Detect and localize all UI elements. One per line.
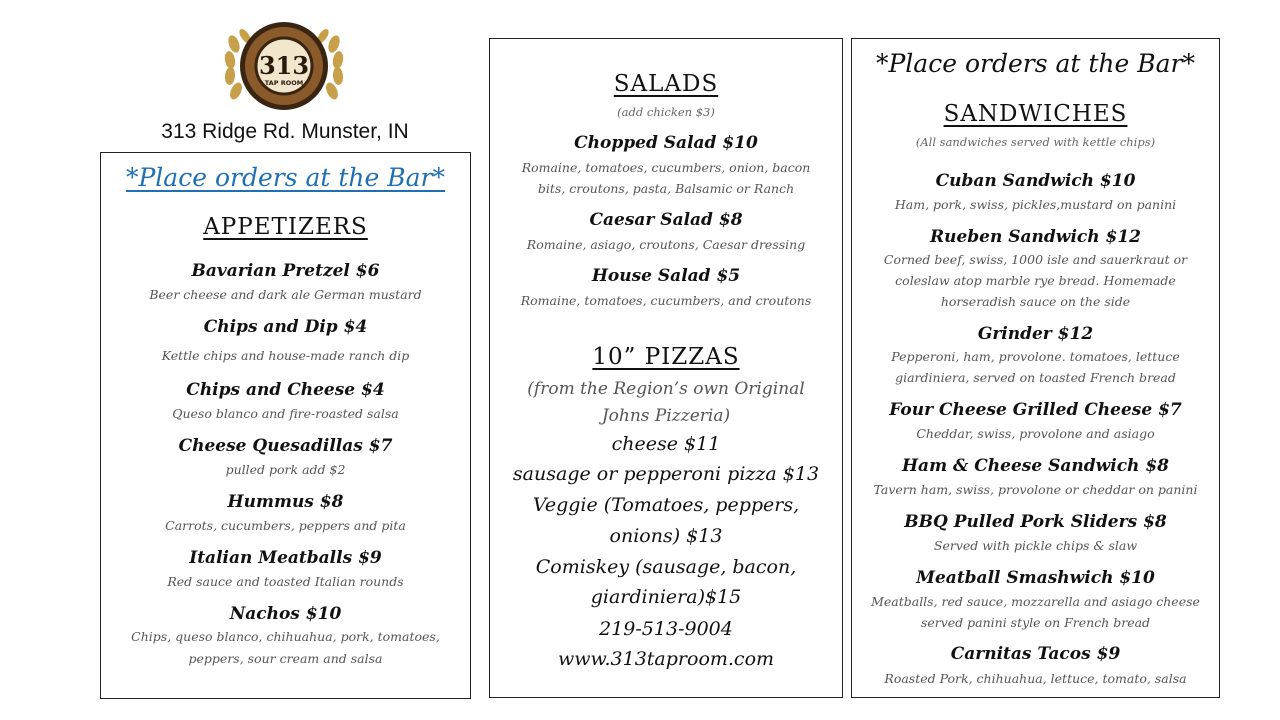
pizza-line: cheese $11 <box>611 433 721 455</box>
menu-item-name: Nachos $10 <box>229 604 342 624</box>
menu-item-name: Bavarian Pretzel $6 <box>191 261 380 281</box>
restaurant-address: 313 Ridge Rd. Munster, IN <box>161 120 409 143</box>
section-title-sandwiches: SANDWICHES <box>943 101 1128 127</box>
menu-item-desc: coleslaw atop marble rye bread. Homemade <box>895 273 1176 288</box>
menu-item-desc: peppers, sour cream and salsa <box>188 651 383 666</box>
taproom-logo <box>218 14 350 118</box>
menu-item-desc: giardiniera, served on toasted French bread <box>895 370 1176 385</box>
menu-item-desc: Roasted Pork, chihuahua, lettuce, tomato, salsa <box>884 671 1187 686</box>
menu-item-desc: bits, croutons, pasta, Balsamic or Ranch <box>537 181 795 196</box>
order-at-bar-note: *Place orders at the Bar* <box>875 49 1195 78</box>
section-title-salads: SALADS <box>613 71 719 97</box>
salads-pizzas-panel <box>489 38 843 698</box>
menu-item-desc: Red sauce and toasted Italian rounds <box>167 574 404 589</box>
menu-item-name: House Salad $5 <box>591 266 741 286</box>
pizzas-subtitle: Johns Pizzeria) <box>601 406 731 426</box>
section-title-pizzas: 10” PIZZAS <box>592 344 740 370</box>
website-url: www.313taproom.com <box>557 648 775 670</box>
sandwiches-note: (All sandwiches served with kettle chips) <box>915 135 1156 149</box>
menu-item-desc: Kettle chips and house-made ranch dip <box>161 348 410 363</box>
pizza-line: onions) $13 <box>609 525 723 547</box>
menu-item-name: Chopped Salad $10 <box>574 133 758 153</box>
menu-item-name: Caesar Salad $8 <box>589 210 743 230</box>
menu-item-name: Ham & Cheese Sandwich $8 <box>902 456 1169 476</box>
menu-item-desc: Carrots, cucumbers, peppers and pita <box>165 518 406 533</box>
menu-item-desc: Romaine, tomatoes, cucumbers, and croutons <box>520 293 812 308</box>
menu-item-desc: horseradish sauce on the side <box>940 294 1131 309</box>
pizza-line: Veggie (Tomatoes, peppers, <box>532 494 800 516</box>
menu-item-desc: pulled pork add $2 <box>225 462 346 477</box>
section-title-appetizers: APPETIZERS <box>203 214 368 240</box>
menu-item-desc: Pepperoni, ham, provolone. tomatoes, lettuce <box>891 349 1180 364</box>
menu-item-name: Cuban Sandwich $10 <box>935 171 1136 191</box>
menu-item-desc: Queso blanco and fire-roasted salsa <box>172 406 399 421</box>
menu-item-name: Hummus $8 <box>227 492 344 512</box>
menu-item-name: BBQ Pulled Pork Sliders $8 <box>904 512 1167 532</box>
order-at-bar-note: *Place orders at the Bar* <box>125 163 445 192</box>
menu-item-desc: Corned beef, swiss, 1000 isle and sauerkraut or <box>883 252 1188 267</box>
menu-item-desc: Chips, queso blanco, chihuahua, pork, tomatoes, <box>131 629 440 644</box>
menu-item-desc: Meatballs, red sauce, mozzarella and asiago cheese <box>871 594 1200 609</box>
phone-number: 219-513-9004 <box>599 618 733 640</box>
menu-item-desc: served panini style on French bread <box>920 615 1151 630</box>
pizza-line: Comiskey (sausage, bacon, <box>535 556 797 578</box>
menu-item-name: Rueben Sandwich $12 <box>929 227 1142 247</box>
menu-item-name: Italian Meatballs $9 <box>189 548 382 568</box>
menu-item-desc: Romaine, asiago, croutons, Caesar dressing <box>526 237 806 252</box>
menu-item-desc: Romaine, tomatoes, cucumbers, onion, bacon <box>521 160 811 175</box>
sandwiches-panel <box>851 38 1220 698</box>
menu-item-name: Four Cheese Grilled Cheese $7 <box>889 400 1182 420</box>
menu-item-desc: Beer cheese and dark ale German mustard <box>149 287 422 302</box>
menu-item-desc: Ham, pork, swiss, pickles,mustard on panini <box>894 197 1177 212</box>
pizzas-subtitle: (from the Region’s own Original <box>527 379 805 399</box>
menu-item-name: Carnitas Tacos $9 <box>950 644 1121 664</box>
logo-subtitle: TAP ROOM <box>264 79 304 87</box>
salads-note: (add chicken $3) <box>617 105 715 119</box>
menu-item-name: Chips and Dip $4 <box>203 317 368 337</box>
menu-item-desc: Served with pickle chips & slaw <box>933 538 1138 553</box>
menu-item-name: Cheese Quesadillas $7 <box>178 436 393 456</box>
logo-number: 313 <box>258 51 310 80</box>
pizza-line: sausage or pepperoni pizza $13 <box>512 463 820 485</box>
menu-item-name: Chips and Cheese $4 <box>186 380 385 400</box>
menu-item-name: Meatball Smashwich $10 <box>916 568 1155 588</box>
appetizers-panel <box>100 152 471 699</box>
menu-item-name: Grinder $12 <box>977 324 1094 344</box>
menu-item-desc: Cheddar, swiss, provolone and asiago <box>916 426 1155 441</box>
menu-item-desc: Tavern ham, swiss, provolone or cheddar on panini <box>873 482 1198 497</box>
pizza-line: giardiniera)$15 <box>590 586 742 608</box>
